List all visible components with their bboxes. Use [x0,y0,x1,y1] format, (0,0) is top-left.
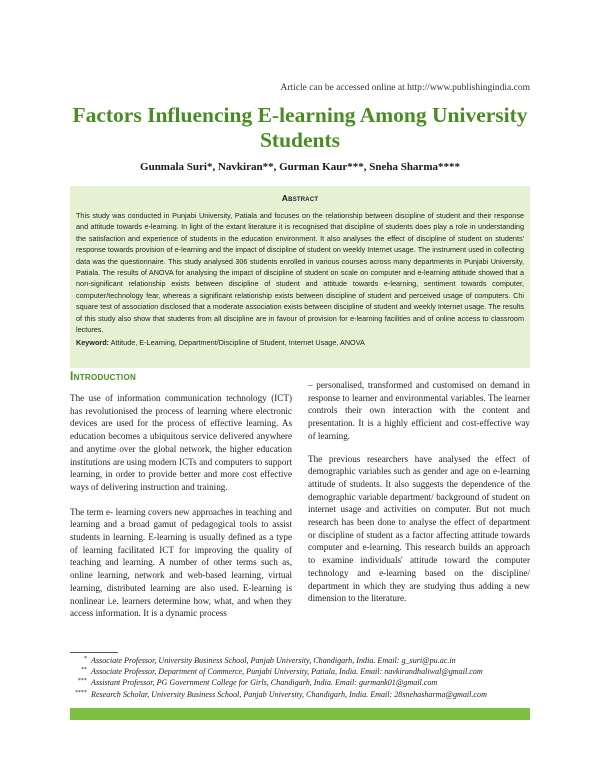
footnote-text: Research Scholar, University Business School, Panjab University, Chandigarh, India. Email: 28snehasharma@gmail.com [91,689,487,699]
footnote-text: Associate Professor, University Business School, Panjab University, Chandigarh, India. Email: g_suri@pu.ac.in [91,656,456,665]
footnotes [70,655,540,700]
footnote-mark: **** [75,689,87,696]
footnote-mark: * [84,656,87,662]
keywords-text: Attitude, E-Learning, Department/Discipline of Student, Internet Usage, ANOVA [110,338,365,348]
right-column [308,379,530,617]
intro-paragraph-4: The previous researchers have analysed the effect of demographic variables such as gender and age on e-learning attitude of students. It also suggests the dependence of the demographic variable department/ background of student on internet usage and activities on computer. But not much research has been done to analyse the effect of department or discipline of student as a factor affecting attitude towards computer and e-learning. This research builds an approach to examine individuals' attitude toward the computer technology and e-learning based on the discipline/ department in which they are studying thus adding a new dimension to the literature. [308,453,530,604]
footnote-item [70,655,540,666]
footer-green-bar [70,708,530,720]
left-column [70,392,292,632]
footnote-mark: ** [81,667,87,674]
intro-paragraph-3: – personalised, transformed and customised on demand in response to learner and environmental variables. The learner controls their own interaction with the content and presentation. It is a highly efficient and cost-effective way of learning. [308,380,530,441]
footnote-item [70,689,540,700]
abstract-box [70,186,530,368]
intro-paragraph-1: The use of information communication technology (ICT) has revolutionised the process of learning where electronic devices are used for the process of effective learning. As education becomes a ubiquitous service delivered anywhere and anytime over the global network, the higher education institutions are using modern ICTs and computers to support learning, in order to provide better and more cost effective ways of delivering instruction and training. [70,393,292,492]
abstract-heading: Abstract [281,193,319,203]
footnote-text: Associate Professor, Department of Commerce, Punjabi University, Patiala, India. Email: navkirandhaliwal@gmail.com [91,667,483,677]
intro-paragraph-2: The term e- learning covers new approaches in teaching and learning and a broad gamut of pedagogical tools to assist students in learning. E-learning is usually defined as a type of learning facilitated ICT for improving the quality of teaching and learning. A number of other terms such as, online learning, network and web-based learning, virtual learning, distributed learning are also used. E-learning is nonlinear i.e. learners determine how, what, and when they access information. It is a dynamic process [70,506,292,619]
author-list: Gunmala Suri*, Navkiran**, Gurman Kaur***, Sneha Sharma**** [140,161,460,173]
abstract-text: This study was conducted in Punjabi University, Patiala and focuses on the relationship between discipline of student and their response and attitude towards e-learning. In light of the extant literature it is recognised that discipline of students does play a role in understanding the satisfaction and experience of students in the education environment. It also analyses the effect of discipline of student on students' response towards provision of e-learning and the impact of discipline of student on weekly Internet usage. The instrument used in collecting data was the questionnaire. This study analysed 306 students enrolled in various courses across many departments in Punjabi University, Patiala. The results of ANOVA for analysing the impact of discipline of student on scale on computer and e-learning attitude showed that a non-significant relationship exists between discipline of student and attitude towards e-learning, sentiment towards computer, computer/technology fear, whereas a significant relationship exists between discipline of student and perceived usage of computers. Chi square test of association disclosed that a moderate association exists between discipline of student and weekly Internet usage. The results of this study also show that students from all discipline are in favour of provision for e-learning facilities and of online access to classroom lectures. [76,211,524,335]
footnote-item [70,677,540,688]
paper-title: Factors Influencing E-learning Among University Students [72,103,528,152]
introduction-heading: Introduction [70,369,137,383]
keywords-line [76,337,524,348]
footnote-item [70,666,540,677]
footnote-text: Assistant Professor, PG Government College for Girls, Chandigarh, India. Email: gurmank01@gmail.com [91,678,438,688]
online-access-note: Article can be accessed online at http://www.publishingindia.com [280,83,530,93]
footnote-mark: *** [78,678,87,685]
footnote-divider [70,652,118,653]
keywords-label: Keyword: [76,338,110,348]
